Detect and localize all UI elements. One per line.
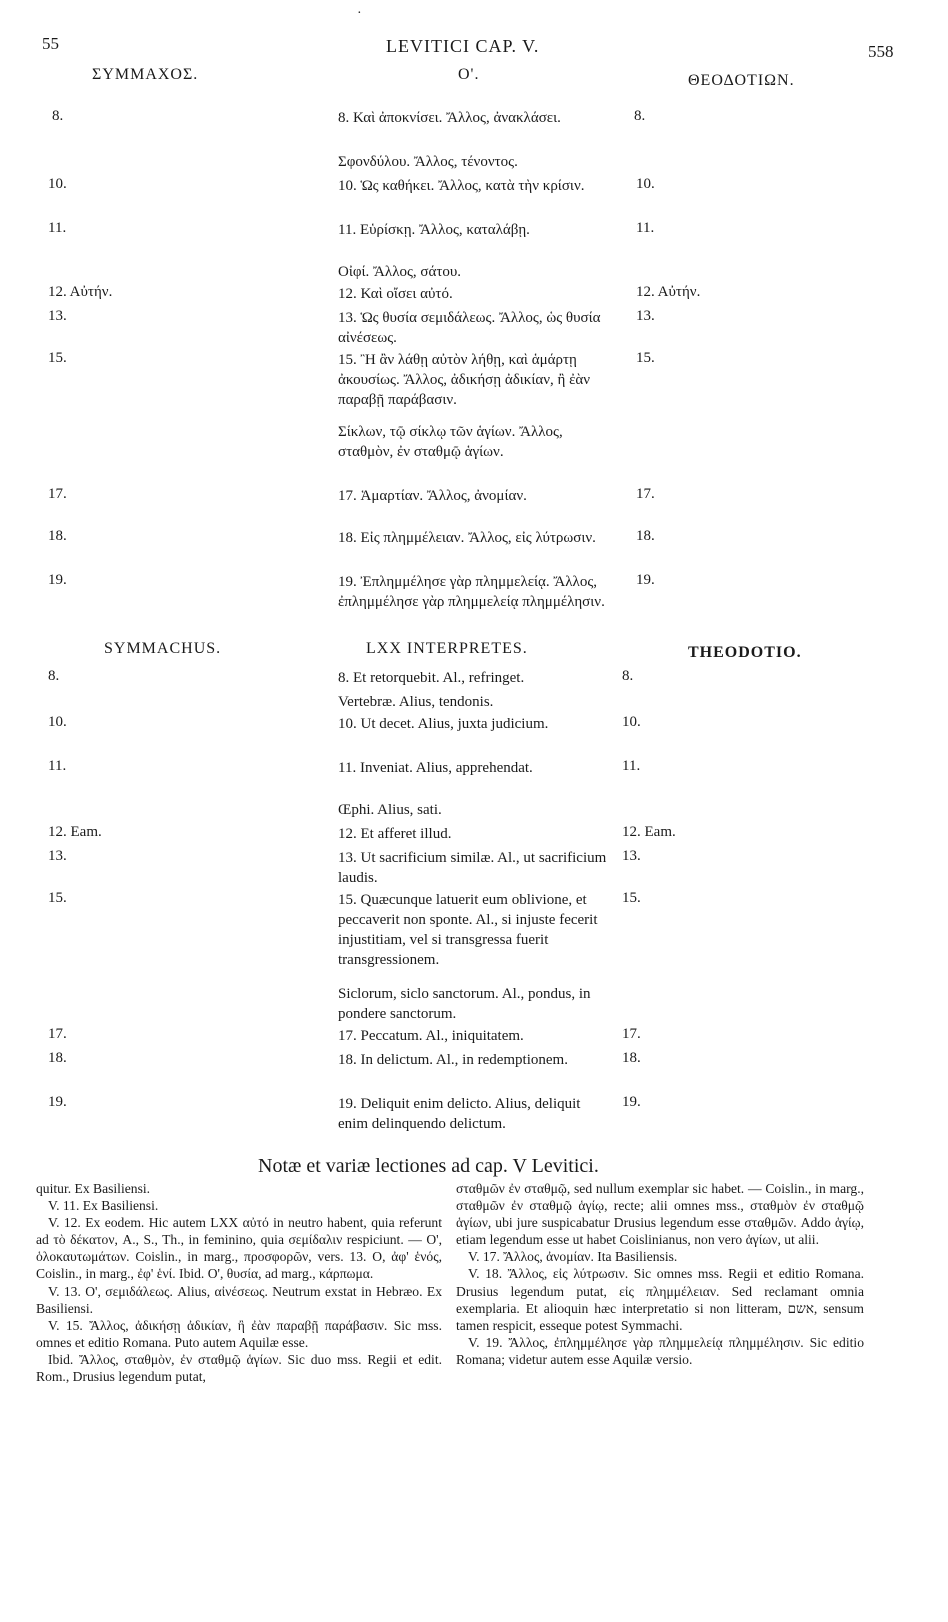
lxx-text: 8. Καὶ ἀποκνίσει. Ἄλλος, ἀνακλάσει. <box>338 110 561 126</box>
symmachus-verse: 11. <box>48 758 67 774</box>
symmachus-verse: 10. <box>48 176 67 192</box>
lxx-text: 11. Εὑρίσκῃ. Ἄλλος, καταλάβῃ. <box>338 222 530 238</box>
theodotion-verse: 10. <box>622 714 641 730</box>
lxx-text: 13. Ut sacrificium similæ. Al., ut sacrificium laudis. <box>338 850 607 886</box>
theodotion-verse: 13. <box>622 848 641 864</box>
theodotion-verse: 12. Eam. <box>622 824 676 840</box>
theodotion-verse: 8. <box>634 108 646 124</box>
lxx-text: 18. Εἰς πλημμέλειαν. Ἄλλος, εἰς λύτρωσιν. <box>338 530 596 546</box>
latin-theodotion-heading: THEODOTIO. <box>688 644 802 661</box>
greek-symmachus-heading: ΣΥΜΜΑΧΟΣ. <box>92 66 199 83</box>
lxx-text: Σίκλων, τῷ σίκλῳ τῶν ἁγίων. Ἄλλος, σταθμὸν, ἐν σταθμῷ ἁγίων. <box>338 424 563 460</box>
symmachus-verse: 18. <box>48 1050 67 1066</box>
notes-left-column <box>36 1180 442 1385</box>
lxx-text: Οἰφί. Ἄλλος, σάτου. <box>338 264 462 280</box>
running-title: LEVITICI CAP. V. <box>386 36 540 56</box>
symmachus-verse: 19. <box>48 1094 67 1110</box>
theodotion-verse: 11. <box>636 220 655 236</box>
lxx-text: 12. Καὶ οἴσει αὐτό. <box>338 286 453 302</box>
symmachus-verse: 13. <box>48 848 67 864</box>
lxx-text: Vertebræ. Alius, tendonis. <box>338 694 494 710</box>
lxx-text: 17. Peccatum. Al., iniquitatem. <box>338 1028 524 1044</box>
note-paragraph: σταθμῶν ἐν σταθμῷ, sed nullum exemplar sic habet. — Coislin., in marg., σταθμῶν ἐν σταθμῷ ἁγίῳ, recte; alii omnes mss., σταθμὸν ἐν σταθμῷ ἁγίων, ubi jure suspicabatur Drusius legendum esse σταθμῶν. Addo ἁγίῳ, etiam legendum esse ut habet Coislinianus, non vero ἁγίων, ut alii. <box>456 1181 864 1248</box>
theodotion-verse: 13. <box>636 308 655 324</box>
greek-lxx-heading: Ο'. <box>458 66 480 83</box>
greek-theodotion-heading: ΘΕΟΔΟΤΙΩΝ. <box>688 72 795 89</box>
notes-right-column <box>456 1180 864 1368</box>
theodotion-verse: 18. <box>636 528 655 544</box>
notes-title: Notæ et variæ lectiones ad cap. V Levitici. <box>258 1155 599 1177</box>
lxx-text: Œphi. Alius, sati. <box>338 802 442 818</box>
symmachus-verse: 8. <box>48 668 60 684</box>
note-paragraph: V. 17. Ἄλλος, ἀνομίαν. Ita Basiliensis. <box>468 1249 678 1265</box>
theodotion-verse: 15. <box>622 890 641 906</box>
theodotion-verse: 18. <box>622 1050 641 1066</box>
symmachus-verse: 8. <box>52 108 64 124</box>
symmachus-verse: 12. Eam. <box>48 824 102 840</box>
theodotion-verse: 11. <box>622 758 641 774</box>
symmachus-verse: 12. Αὐτήν. <box>48 284 113 300</box>
printer-mark: · <box>357 6 362 21</box>
lxx-text: 15. Quæcunque latuerit eum oblivione, et peccaverit non sponte. Al., si injuste fecerit injustitiam, vel si transgressa fuerit transgressionem. <box>338 892 598 968</box>
note-paragraph: V. 19. Ἄλλος, ἐπλημμέλησε γὰρ πλημμελείᾳ πλημμέλησιν. Sic editio Romana; videtur autem esse Aquilæ versio. <box>456 1334 864 1367</box>
symmachus-verse: 18. <box>48 528 67 544</box>
symmachus-verse: 10. <box>48 714 67 730</box>
symmachus-verse: 13. <box>48 308 67 324</box>
note-paragraph: V. 18. Ἄλλος, εἰς λύτρωσιν. Sic omnes mss. Regii et editio Romana. Drusius legendum putat, εἰς πλημμέλειαν. Sed reclamant omnia exemplaria. Et alioquin hæc interpretatio si non litteram, אשם, sensum tamen respicit, esseque potest Symmachi. <box>456 1266 865 1333</box>
theodotion-verse: 17. <box>622 1026 641 1042</box>
lxx-text: 15. Ἢ ἂν λάθῃ αὐτὸν λήθῃ, καὶ ἁμάρτῃ ἀκουσίως. Ἄλλος, ἀδικήσῃ ἀδικίαν, ἢ ἐὰν παραβῇ παράβασιν. <box>338 352 591 408</box>
theodotion-verse: 15. <box>636 350 655 366</box>
note-paragraph: quitur. Ex Basiliensi. <box>36 1181 151 1196</box>
symmachus-verse: 19. <box>48 572 67 588</box>
lxx-text: 8. Et retorquebit. Al., refringet. <box>338 670 525 686</box>
latin-symmachus-heading: SYMMACHUS. <box>104 640 222 657</box>
latin-lxx-heading: LXX INTERPRETES. <box>366 640 528 657</box>
symmachus-verse: 15. <box>48 890 67 906</box>
lxx-text: 12. Et afferet illud. <box>338 826 452 842</box>
symmachus-verse: 11. <box>48 220 67 236</box>
lxx-text: 19. Ἐπλημμέλησε γὰρ πλημμελείᾳ. Ἄλλος, ἐπλημμέλησε γὰρ πλημμελείᾳ πλημμέλησιν. <box>338 574 605 610</box>
lxx-text: Σφονδύλου. Ἄλλος, τένοντος. <box>338 154 518 170</box>
note-paragraph: V. 11. Ex Basiliensi. <box>48 1198 159 1214</box>
page-number: 558 <box>868 42 894 61</box>
note-paragraph: V. 12. Ex eodem. Hic autem LXX αὐτό in neutro habent, quia referunt ad τὸ δέκατον, A., S., Th., in feminino, quia σεμίδαλιν respiciunt. — Ο', ὁλοκαυτωμάτων. Coislin., in marg., προσφορῶν, vers. 13. Ο, ἀφ' ἑνός, Coislin., in marg., ἐφ' ἑνί. Ibid. Ο', θυσία, ad marg., κάρπωμα. <box>36 1215 442 1282</box>
note-paragraph: V. 13. Ο', σεμιδάλεως. Alius, αἰνέσεως. Neutrum exstat in Hebræo. Ex Basiliensi. <box>36 1283 442 1316</box>
note-paragraph: V. 15. Ἄλλος, ἀδικήσῃ ἀδικίαν, ἢ ἐὰν παραβῇ παράβασιν. Sic mss. omnes et editio Romana. Puto autem Aquilæ esse. <box>36 1317 442 1350</box>
theodotion-verse: 19. <box>622 1094 641 1110</box>
lxx-text: 10. Ὡς καθήκει. Ἄλλος, κατὰ τὴν κρίσιν. <box>338 178 585 194</box>
theodotion-verse: 12. Αὐτήν. <box>636 284 701 300</box>
lxx-text: 18. In delictum. Al., in redemptionem. <box>338 1052 568 1068</box>
note-paragraph: Ibid. Ἄλλος, σταθμὸν, ἐν σταθμῷ ἁγίων. Sic duo mss. Regii et edit. Rom., Drusius legendum putat, <box>36 1351 442 1385</box>
lxx-text: 10. Ut decet. Alius, juxta judicium. <box>338 716 549 732</box>
symmachus-verse: 17. <box>48 1026 67 1042</box>
lxx-text: Siclorum, siclo sanctorum. Al., pondus, in pondere sanctorum. <box>338 986 591 1022</box>
lxx-text: 17. Ἁμαρτίαν. Ἄλλος, ἀνομίαν. <box>338 488 527 504</box>
lxx-text: 13. Ὡς θυσία σεμιδάλεως. Ἄλλος, ὡς θυσία αἰνέσεως. <box>338 310 601 346</box>
lxx-text: 19. Deliquit enim delicto. Alius, deliquit enim delinquendo delictum. <box>338 1096 581 1132</box>
theodotion-verse: 10. <box>636 176 655 192</box>
symmachus-verse: 17. <box>48 486 67 502</box>
theodotion-verse: 8. <box>622 668 634 684</box>
lxx-text: 11. Inveniat. Alius, apprehendat. <box>338 760 533 776</box>
theodotion-verse: 17. <box>636 486 655 502</box>
header-left: 55 <box>42 34 59 53</box>
theodotion-verse: 19. <box>636 572 655 588</box>
symmachus-verse: 15. <box>48 350 67 366</box>
